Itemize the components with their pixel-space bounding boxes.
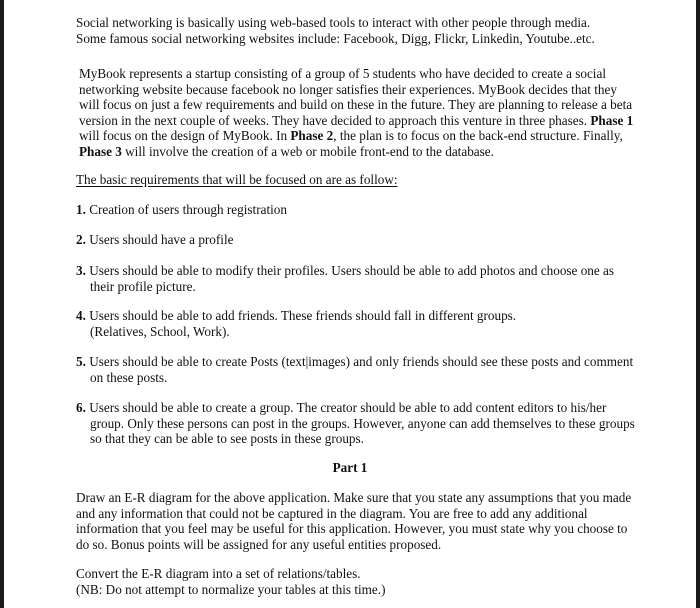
phase-2-label: Phase 2 <box>290 128 334 144</box>
part-1-title: Part 1 <box>332 460 368 475</box>
requirement-item-2 <box>76 232 636 248</box>
requirement-number: 3. <box>76 263 86 278</box>
phase-1-label: Phase 1 <box>590 112 634 128</box>
convert-line-1: Convert the E-R diagram into a set of relations/tables. <box>76 566 361 581</box>
mybook-text-2: will focus on the design of MyBook. In <box>79 128 291 144</box>
requirement-number: 4. <box>76 308 86 323</box>
convert-line-2: (NB: Do not attempt to normalize your tables at this time.) <box>76 581 386 597</box>
requirement-number: 2. <box>76 232 86 247</box>
requirement-text: Users should be able to add friends. These friends should fall in different groups. <box>89 308 517 323</box>
requirement-text: Users should be able to create a group. The creator should be able to add content editors to his/her group. Only these persons can post in the groups. However, anyone can add themselves to these groups so that they can be able to see posts in these groups. <box>89 400 635 447</box>
intro-paragraph <box>76 15 636 46</box>
requirement-number: 1. <box>76 202 86 217</box>
requirement-item-1 <box>76 202 636 218</box>
mybook-text-4: will involve the creation of a web or mobile front-end to the database. <box>121 143 494 159</box>
right-dark-edge <box>696 0 700 608</box>
mybook-text-3: , the plan is to focus on the back-end structure. Finally, <box>333 128 623 144</box>
requirement-item-4 <box>76 308 636 339</box>
requirement-number: 6. <box>76 400 86 415</box>
phase-3-label: Phase 3 <box>79 143 122 159</box>
requirement-item-5 <box>76 354 636 385</box>
requirement-text: Creation of users through registration <box>89 202 287 217</box>
requirement-extra: (Relatives, School, Work). <box>90 323 230 339</box>
convert-instructions <box>76 566 636 597</box>
requirement-number: 5. <box>76 354 86 369</box>
requirement-item-6 <box>76 400 636 447</box>
mybook-paragraph <box>76 66 639 160</box>
requirement-item-3 <box>76 263 636 294</box>
requirement-text: Users should be able to modify their profiles. Users should be able to add photos and choose one as their profile picture. <box>89 263 615 294</box>
requirement-text: Users should have a profile <box>89 232 234 247</box>
mybook-text-1: MyBook represents a startup consisting of a group of 5 students who have decided to create a social networking website because facebook no longer satisfies their experiences. MyBook decides that they will focus on just a few requirements and build on these in the future. They are planning to release a beta version in the next couple of weeks. They have decided to approach this venture in three phases. <box>79 66 633 128</box>
document-page <box>4 0 696 608</box>
part-1-paragraph: Draw an E-R diagram for the above application. Make sure that you state any assumptions that you made and any information that could not be captured in the diagram. You are free to add any additional information that you feel may be useful for this application. However, you must state why you choose to do so. Bonus points will be assigned for any useful entities proposed. <box>76 490 632 552</box>
intro-line-2: Some famous social networking websites include: Facebook, Digg, Flickr, Linkedin, Youtube..etc. <box>76 30 595 46</box>
requirements-heading: The basic requirements that will be focused on are as follow: <box>76 172 398 187</box>
requirement-text: Users should be able to create Posts (text|images) and only friends should see these posts and comment on these posts. <box>89 354 634 385</box>
intro-line-1: Social networking is basically using web-based tools to interact with other people through media. <box>76 15 591 30</box>
